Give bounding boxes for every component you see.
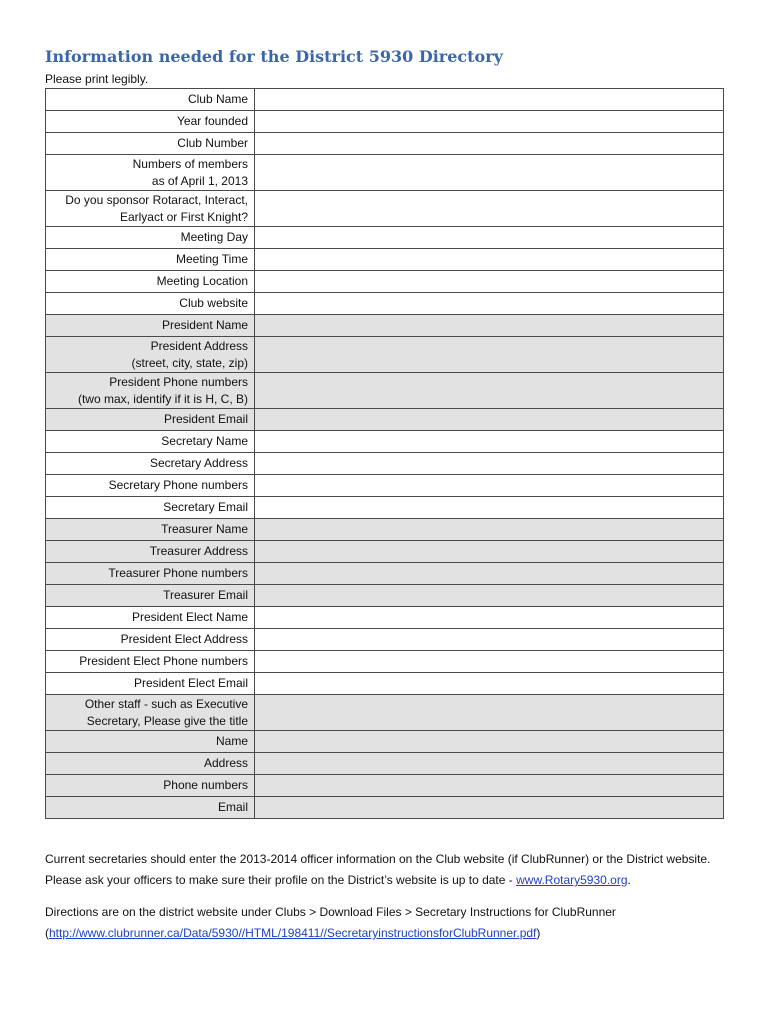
form-row-label-line: Treasurer Address bbox=[149, 544, 248, 558]
form-row-label bbox=[46, 673, 255, 695]
form-row-label-line: Secretary, Please give the title bbox=[86, 713, 248, 728]
form-row-entry-field[interactable] bbox=[255, 315, 724, 337]
form-row-label bbox=[46, 293, 255, 315]
form-row-entry-field[interactable] bbox=[255, 191, 724, 227]
form-row-label bbox=[46, 651, 255, 673]
form-row-label-line: President Address bbox=[150, 338, 248, 353]
form-row-label bbox=[46, 629, 255, 651]
form-row-label bbox=[46, 497, 255, 519]
form-row bbox=[46, 753, 724, 775]
form-row-label-line: Email bbox=[217, 800, 248, 814]
form-row-label-line: Numbers of members bbox=[132, 156, 248, 171]
form-row-entry-field[interactable] bbox=[255, 133, 724, 155]
form-row-label-line: Club Number bbox=[177, 136, 248, 150]
form-row bbox=[46, 475, 724, 497]
form-row-entry-field[interactable] bbox=[255, 475, 724, 497]
form-row-label bbox=[46, 431, 255, 453]
form-row-label bbox=[46, 695, 255, 731]
form-row-label-line: Year founded bbox=[177, 114, 248, 128]
form-row-label bbox=[46, 409, 255, 431]
form-row-label-line: President Phone numbers bbox=[109, 374, 248, 389]
form-row bbox=[46, 775, 724, 797]
footer-paragraph-directions bbox=[45, 902, 735, 944]
form-row-entry-field[interactable] bbox=[255, 249, 724, 271]
form-row bbox=[46, 695, 724, 731]
form-row-label bbox=[46, 563, 255, 585]
form-row bbox=[46, 651, 724, 673]
form-row-entry-field[interactable] bbox=[255, 731, 724, 753]
form-row-label-line: Other staff - such as Executive bbox=[84, 696, 248, 711]
footer-text: Current secretaries should enter the 2013-2014 officer information on the Club website (if ClubRunner) or the District website. Please ask your officers to make sure their profile on the District’s website is up to date - bbox=[45, 852, 711, 887]
page-title: Information needed for the District 5930 Directory bbox=[45, 47, 503, 66]
page-subtitle: Please print legibly. bbox=[45, 72, 149, 86]
form-row-label bbox=[46, 133, 255, 155]
form-row bbox=[46, 431, 724, 453]
form-row bbox=[46, 337, 724, 373]
form-row bbox=[46, 227, 724, 249]
secretary-instructions-link[interactable]: http://www.clubrunner.ca/Data/5930//HTML/198411//SecretaryinstructionsforClubRunner.pdf bbox=[49, 926, 537, 940]
form-row-label-line: (two max, identify if it is H, C, B) bbox=[77, 391, 248, 406]
form-row bbox=[46, 519, 724, 541]
form-row-label bbox=[46, 315, 255, 337]
form-row-label-line: President Elect Address bbox=[120, 632, 248, 646]
form-row-entry-field[interactable] bbox=[255, 89, 724, 111]
form-row bbox=[46, 249, 724, 271]
form-row-label-line: Treasurer Phone numbers bbox=[108, 566, 248, 580]
footer-period: . bbox=[627, 873, 631, 887]
form-row-entry-field[interactable] bbox=[255, 695, 724, 731]
form-row-label-line: Treasurer Email bbox=[163, 588, 248, 602]
form-row-label bbox=[46, 453, 255, 475]
footer-paren-close: ) bbox=[536, 926, 541, 940]
form-row-label bbox=[46, 731, 255, 753]
form-row-label bbox=[46, 249, 255, 271]
form-row bbox=[46, 191, 724, 227]
form-row-label bbox=[46, 475, 255, 497]
form-row bbox=[46, 797, 724, 819]
form-row-label-line: Secretary Email bbox=[163, 500, 248, 514]
form-row-label bbox=[46, 753, 255, 775]
form-row bbox=[46, 271, 724, 293]
form-row-label-line: Treasurer Name bbox=[161, 522, 248, 536]
form-row-label bbox=[46, 585, 255, 607]
form-row-entry-field[interactable] bbox=[255, 585, 724, 607]
form-row-label-line: Secretary Phone numbers bbox=[108, 478, 248, 492]
form-row bbox=[46, 373, 724, 409]
footer-paren-open: ( bbox=[45, 926, 49, 940]
footer-paragraph-officer-info bbox=[45, 849, 735, 891]
form-row-label-line: Do you sponsor Rotaract, Interact, bbox=[65, 192, 248, 207]
form-row-entry-field[interactable] bbox=[255, 453, 724, 475]
form-row bbox=[46, 563, 724, 585]
form-row bbox=[46, 453, 724, 475]
form-row-label-line: Meeting Location bbox=[156, 274, 248, 288]
form-row bbox=[46, 731, 724, 753]
form-row-label bbox=[46, 227, 255, 249]
form-row-label-line: President Name bbox=[161, 318, 248, 332]
form-row-entry-field[interactable] bbox=[255, 497, 724, 519]
form-row-entry-field[interactable] bbox=[255, 271, 724, 293]
form-row bbox=[46, 629, 724, 651]
form-row-label bbox=[46, 775, 255, 797]
directory-form-table bbox=[45, 88, 724, 819]
form-row-entry-field[interactable] bbox=[255, 673, 724, 695]
form-row-label bbox=[46, 373, 255, 409]
form-row-label-line: Address bbox=[203, 756, 248, 770]
form-row-entry-field[interactable] bbox=[255, 431, 724, 453]
footer-text: Directions are on the district website under Clubs > Download Files > Secretary Instructions for ClubRunner bbox=[45, 905, 616, 919]
form-row-label bbox=[46, 191, 255, 227]
form-row bbox=[46, 607, 724, 629]
form-row-label-line: Secretary Address bbox=[149, 456, 248, 470]
form-row-label bbox=[46, 111, 255, 133]
form-row-entry-field[interactable] bbox=[255, 409, 724, 431]
form-row bbox=[46, 409, 724, 431]
form-row-entry-field[interactable] bbox=[255, 541, 724, 563]
form-row-entry-field[interactable] bbox=[255, 373, 724, 409]
form-row-entry-field[interactable] bbox=[255, 651, 724, 673]
form-row-label bbox=[46, 155, 255, 191]
form-row-label bbox=[46, 337, 255, 373]
form-row-label-line: Club website bbox=[179, 296, 248, 310]
district-website-link[interactable]: www.Rotary5930.org bbox=[516, 873, 628, 887]
form-row-label-line: President Elect Name bbox=[131, 610, 248, 624]
form-row-label-line: President Elect Phone numbers bbox=[79, 654, 248, 668]
form-row-label-line: Secretary Name bbox=[161, 434, 248, 448]
form-row bbox=[46, 315, 724, 337]
form-row-label bbox=[46, 271, 255, 293]
form-row-label-line: Meeting Time bbox=[175, 252, 248, 266]
form-row-entry-field[interactable] bbox=[255, 753, 724, 775]
form-row-entry-field[interactable] bbox=[255, 519, 724, 541]
form-row-entry-field[interactable] bbox=[255, 155, 724, 191]
form-row-entry-field[interactable] bbox=[255, 227, 724, 249]
form-row-label-line: Name bbox=[215, 734, 248, 748]
form-row bbox=[46, 293, 724, 315]
form-row-label bbox=[46, 607, 255, 629]
form-row bbox=[46, 541, 724, 563]
form-row-entry-field[interactable] bbox=[255, 563, 724, 585]
form-row-label-line: Meeting Day bbox=[180, 230, 248, 244]
form-row-label bbox=[46, 89, 255, 111]
form-row-entry-field[interactable] bbox=[255, 293, 724, 315]
form-row bbox=[46, 111, 724, 133]
form-row-label-line: as of April 1, 2013 bbox=[151, 173, 248, 188]
form-row-label-line: Earlyact or First Knight? bbox=[119, 209, 248, 224]
form-row-entry-field[interactable] bbox=[255, 337, 724, 373]
form-row-entry-field[interactable] bbox=[255, 797, 724, 819]
form-row-entry-field[interactable] bbox=[255, 607, 724, 629]
form-row-label-line: Phone numbers bbox=[163, 778, 248, 792]
form-row bbox=[46, 133, 724, 155]
form-row bbox=[46, 673, 724, 695]
form-row bbox=[46, 155, 724, 191]
form-row-label-line: Club Name bbox=[187, 92, 248, 106]
form-row bbox=[46, 89, 724, 111]
form-row-entry-field[interactable] bbox=[255, 111, 724, 133]
form-row bbox=[46, 497, 724, 519]
form-row-entry-field[interactable] bbox=[255, 629, 724, 651]
form-row-entry-field[interactable] bbox=[255, 775, 724, 797]
form-row bbox=[46, 585, 724, 607]
form-row-label bbox=[46, 541, 255, 563]
form-row-label-line: President Email bbox=[163, 412, 248, 426]
form-row-label-line: (street, city, state, zip) bbox=[131, 355, 248, 370]
form-row-label bbox=[46, 797, 255, 819]
form-row-label-line: President Elect Email bbox=[133, 676, 248, 690]
form-row-label bbox=[46, 519, 255, 541]
